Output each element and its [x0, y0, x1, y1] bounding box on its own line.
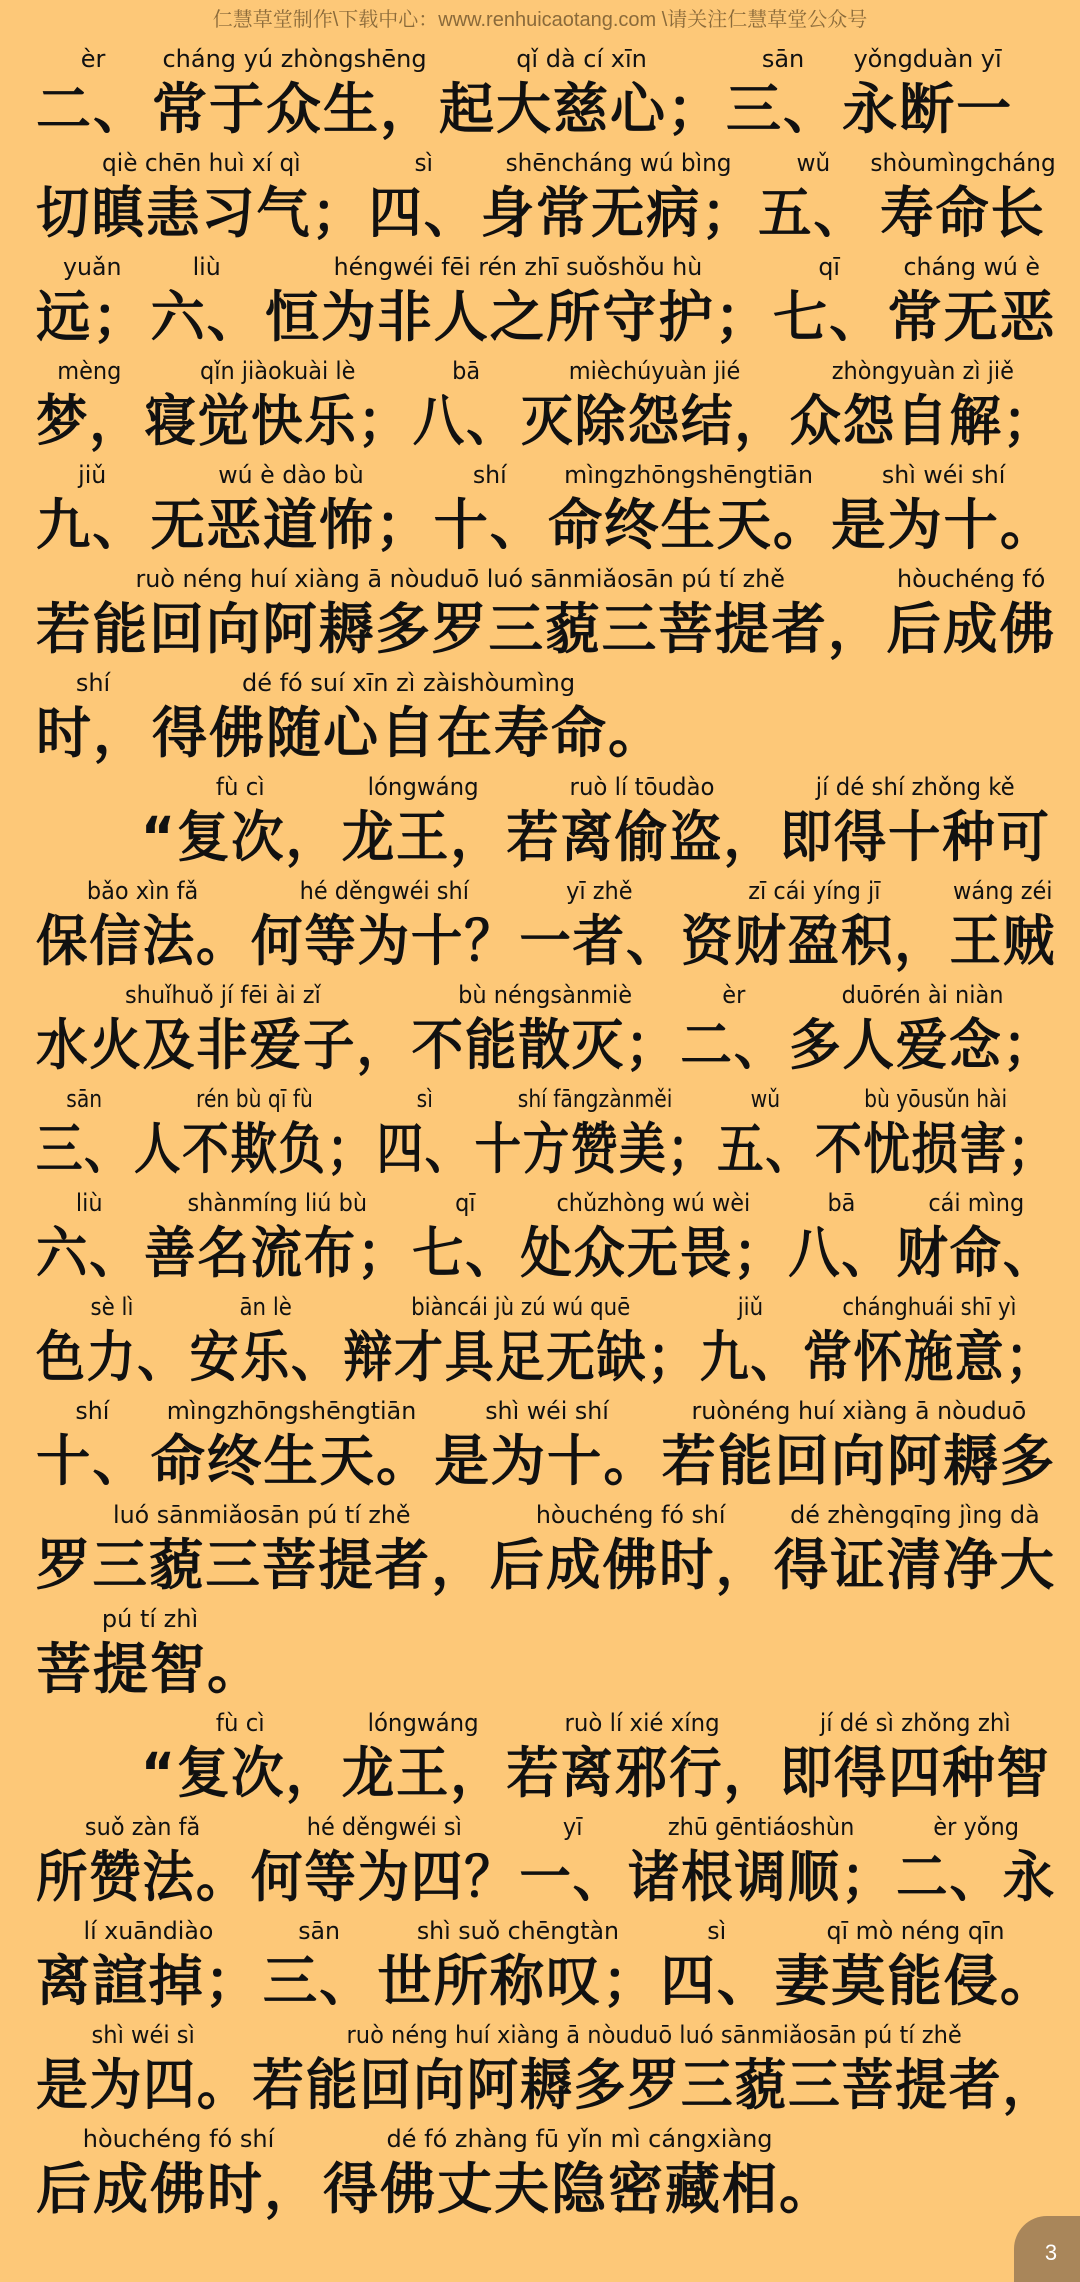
ruby-segment	[789, 980, 1056, 1080]
ruby-segment	[151, 1396, 433, 1496]
ruby-segment	[628, 1812, 894, 1912]
pinyin: sān	[298, 1917, 341, 1945]
hanzi: 所赞法。	[36, 1845, 250, 1909]
ruby-segment	[773, 252, 885, 352]
hanzi: 永断一	[842, 77, 1014, 141]
text-line	[36, 872, 1057, 976]
ruby-segment	[36, 1084, 132, 1184]
ruby-segment	[490, 1500, 772, 1600]
ruby-segment	[152, 44, 437, 144]
pinyin: ruò lí xié xíng	[564, 1709, 720, 1737]
hanzi: 不能散灭；	[411, 1013, 679, 1077]
pinyin: jiǔ	[737, 1293, 764, 1321]
pinyin: zhū gēntiáoshùn	[667, 1813, 855, 1841]
ruby-segment	[251, 1812, 517, 1912]
hanzi: “复次，	[140, 805, 340, 869]
ruby-segment	[842, 44, 1013, 144]
pinyin: dé zhèngqīng jìng dà	[790, 1501, 1040, 1529]
pinyin: lóngwáng	[367, 773, 479, 801]
ruby-segment	[780, 1708, 1051, 1808]
hanzi: 龙王，	[341, 805, 505, 869]
pinyin: sè lì	[90, 1293, 134, 1321]
pinyin: qī mò néng qīn	[826, 1917, 1005, 1945]
ruby-segment	[36, 668, 150, 768]
pinyin: chánghuái shī yì	[842, 1293, 1017, 1321]
hanzi: 若能回向阿耨多	[661, 1429, 1057, 1493]
hanzi: 妻莫能侵。	[774, 1949, 1057, 2013]
pinyin: shànmíng liú bù	[187, 1189, 368, 1217]
hanzi: 三、	[36, 1117, 133, 1181]
page-number-badge: 3	[1014, 2216, 1080, 2282]
hanzi: 即得四种智	[779, 1741, 1051, 1805]
hanzi: 后成佛时，	[36, 2157, 322, 2221]
hanzi: 若离偷盗，	[506, 805, 778, 869]
hanzi: 是为十。	[434, 1429, 660, 1493]
hanzi: 常无恶	[887, 285, 1057, 349]
pinyin: qī	[818, 253, 840, 281]
text-line	[36, 144, 1056, 248]
pinyin: shí	[75, 669, 111, 697]
text-line	[36, 1288, 1057, 1392]
hanzi: 保信法。	[36, 909, 250, 973]
pinyin: wú è dào bù	[218, 461, 364, 489]
text-line	[36, 768, 1051, 872]
pinyin: rén bù qī fù	[196, 1085, 313, 1113]
hanzi: 八、	[412, 389, 520, 453]
text-line	[36, 976, 1057, 1080]
pinyin: cháng wú è	[903, 253, 1041, 281]
hanzi: 命终生天。	[548, 493, 830, 557]
ruby-segment	[369, 148, 479, 248]
ruby-segment	[36, 252, 148, 352]
hanzi: 众怨自解；	[789, 389, 1057, 453]
hanzi: 诸根调顺；	[627, 1845, 895, 1909]
ruby-segment	[548, 460, 829, 560]
hanzi: 水火及非爱子，	[36, 1013, 410, 1077]
ruby-segment	[870, 148, 1055, 248]
pinyin: hòuchéng fó	[897, 565, 1046, 593]
pinyin: yī	[562, 1813, 583, 1841]
hanzi: 离諠掉；	[36, 1949, 261, 2013]
ruby-segment	[519, 876, 679, 976]
ruby-segment	[252, 2020, 1056, 2120]
hanzi: 九、	[699, 1325, 802, 1389]
pinyin: fù cì	[215, 1709, 265, 1737]
pinyin: shí fāngzànměi	[517, 1085, 673, 1113]
hanzi: 切瞋恚习气；	[36, 181, 367, 245]
ruby-segment	[265, 252, 771, 352]
ruby-segment	[190, 1292, 342, 1392]
pinyin: biàncái jù zú wú quē	[411, 1293, 631, 1321]
pinyin: hé děngwéi sì	[306, 1813, 462, 1841]
hanzi: 一者、	[519, 909, 680, 973]
hanzi: 四、	[368, 181, 479, 245]
pinyin: jí dé shí zhǒng kě	[815, 773, 1015, 801]
text-line	[36, 1808, 1057, 1912]
ruby-segment	[896, 1812, 1056, 1912]
hanzi: 即得十种可	[779, 805, 1051, 869]
pinyin: dé fó zhàng fū yǐn mì cángxiàng	[386, 2125, 773, 2153]
hanzi: 是为四。	[36, 2053, 251, 2117]
pinyin: bǎo xìn fǎ	[86, 877, 199, 905]
pinyin: héngwéi fēi rén zhī suǒshǒu hù	[333, 253, 703, 281]
ruby-segment	[377, 1916, 658, 2016]
ruby-segment	[36, 1292, 188, 1392]
pinyin: wǔ	[750, 1085, 781, 1113]
pinyin: cháng yú zhòngshēng	[162, 45, 427, 73]
pinyin: mèng	[57, 357, 122, 385]
ruby-segment	[36, 2020, 250, 2120]
hanzi: 身常无病；	[480, 181, 757, 245]
ruby-segment	[36, 356, 143, 456]
hanzi: 六、	[150, 285, 263, 349]
ruby-segment	[36, 460, 148, 560]
pinyin: shì suǒ chēngtàn	[416, 1917, 620, 1945]
ruby-segment	[36, 2124, 321, 2224]
hanzi: 不忧损害；	[815, 1117, 1057, 1181]
hanzi: 远；	[36, 285, 149, 349]
ruby-segment	[342, 772, 505, 872]
hanzi: “复次，	[140, 1741, 340, 1805]
ruby-segment	[36, 1396, 149, 1496]
hanzi: 安乐、	[189, 1325, 342, 1389]
ruby-segment	[475, 1084, 716, 1184]
text-line	[36, 248, 1057, 352]
ruby-segment	[152, 668, 665, 768]
ruby-segment	[886, 564, 1056, 664]
pinyin: yuǎn	[62, 253, 122, 281]
ruby-segment	[521, 356, 787, 456]
pinyin: sān	[66, 1085, 103, 1113]
hanzi: 灭除怨结，	[521, 389, 788, 453]
hanzi: 财命、	[896, 1221, 1057, 1285]
hanzi: 世所称叹；	[377, 1949, 659, 2013]
pinyin: qiè chēn huì xí qì	[102, 149, 301, 177]
pinyin: qǐ dà cí xīn	[516, 45, 647, 73]
ruby-segment	[700, 1292, 801, 1392]
hanzi: 是为十。	[831, 493, 1057, 557]
pinyin: shēncháng wú bìng	[505, 149, 732, 177]
pinyin: cái mìng	[928, 1189, 1025, 1217]
ruby-segment	[150, 460, 431, 560]
ruby-segment	[774, 1500, 1056, 1600]
pinyin: èr yǒng	[933, 1813, 1019, 1841]
hanzi: 四、	[660, 1949, 773, 2013]
ruby-segment	[506, 772, 777, 872]
pinyin: zī cái yíng jī	[748, 877, 881, 905]
ruby-segment	[144, 1188, 410, 1288]
ruby-segment	[662, 1396, 1056, 1496]
ruby-segment	[660, 1916, 772, 2016]
hanzi: 寿命长	[880, 181, 1046, 245]
pinyin: hé děngwéi shí	[299, 877, 469, 905]
pinyin: shì wéi sì	[91, 2021, 195, 2049]
hanzi: 一、	[519, 1845, 626, 1909]
hanzi: 处众无畏；	[520, 1221, 787, 1285]
text-line	[36, 560, 1057, 664]
text-line	[36, 456, 1057, 560]
hanzi: 十、	[36, 1429, 149, 1493]
pinyin: bù néngsànmiè	[458, 981, 633, 1009]
ruby-segment	[949, 876, 1056, 976]
pinyin: sì	[707, 1917, 727, 1945]
ruby-segment	[896, 1188, 1056, 1288]
hanzi: 七、	[772, 285, 886, 349]
pinyin: ruò lí tōudào	[569, 773, 715, 801]
pinyin: qī	[455, 1189, 476, 1217]
hanzi: 人不欺负；	[134, 1117, 375, 1181]
hanzi: 王贼	[949, 909, 1057, 973]
text-line	[36, 1392, 1057, 1496]
ruby-segment	[36, 1916, 261, 2016]
ruby-segment	[150, 252, 262, 352]
text-line	[36, 1704, 1051, 1808]
ruby-segment	[887, 252, 1056, 352]
pinyin: wáng zéi	[953, 877, 1053, 905]
ruby-segment	[434, 1396, 659, 1496]
pinyin: fù cì	[215, 773, 265, 801]
pinyin: hòuchéng fó shí	[535, 1501, 726, 1529]
pinyin: ruònéng huí xiàng ā nòuduō	[691, 1397, 1027, 1425]
pinyin: liù	[192, 253, 221, 281]
hanzi: 何等为十？	[251, 909, 518, 973]
pinyin: bù yōusǔn hài	[864, 1085, 1008, 1113]
hanzi: 罗三藐三菩提者，	[36, 1533, 488, 1597]
hanzi: 辩才具足无缺；	[343, 1325, 698, 1389]
ruby-segment	[815, 1084, 1056, 1184]
pinyin: sì	[414, 149, 433, 177]
hanzi: 恒为非人之所守护；	[264, 285, 771, 349]
hanzi: 十方赞美；	[474, 1117, 716, 1181]
ruby-segment	[790, 356, 1056, 456]
ruby-segment	[36, 44, 150, 144]
pinyin: èr	[80, 45, 106, 73]
pinyin: jí dé sì zhǒng zhì	[819, 1709, 1011, 1737]
ruby-segment	[412, 1188, 518, 1288]
pinyin: mièchúyuàn jié	[568, 357, 741, 385]
ruby-segment	[36, 148, 367, 248]
text-line	[36, 1184, 1057, 1288]
text-line	[36, 2016, 1057, 2120]
hanzi: 寝觉快乐；	[144, 389, 411, 453]
scripture-text	[36, 40, 1056, 2224]
hanzi: 时，	[36, 701, 151, 765]
hanzi: 龙王，	[341, 1741, 505, 1805]
pinyin: luó sānmiǎosān pú tí zhě	[113, 1501, 411, 1529]
hanzi: 得佛丈夫隐密藏相。	[323, 2157, 837, 2221]
ruby-segment	[36, 876, 249, 976]
ruby-segment	[780, 772, 1051, 872]
pinyin: ruò néng huí xiàng ā nòuduō luó sānmiǎosān pú tí zhě	[346, 2021, 962, 2049]
ruby-segment	[681, 876, 947, 976]
hanzi: 若离邪行，	[506, 1741, 778, 1805]
hanzi: 五、	[758, 181, 869, 245]
pinyin: ān lè	[239, 1293, 292, 1321]
ruby-segment	[434, 460, 546, 560]
ruby-segment	[413, 356, 520, 456]
pinyin: bā	[452, 357, 481, 385]
pinyin: jiǔ	[78, 461, 107, 489]
pinyin: zhòngyuàn zì jiě	[831, 357, 1014, 385]
ruby-segment	[263, 1916, 375, 2016]
hanzi: 善名流布；	[144, 1221, 411, 1285]
pinyin: bā	[827, 1189, 856, 1217]
ruby-segment	[377, 1084, 473, 1184]
ruby-segment	[831, 460, 1056, 560]
hanzi: 常于众生，	[152, 77, 438, 141]
ruby-segment	[36, 980, 410, 1080]
ruby-segment	[788, 1188, 894, 1288]
hanzi: 三、	[262, 1949, 376, 2013]
pinyin: mìngzhōngshēngtiān	[564, 461, 814, 489]
hanzi: 四、	[376, 1117, 473, 1181]
hanzi: 九、	[36, 493, 149, 557]
ruby-segment	[506, 1708, 777, 1808]
hanzi: 得证清净大	[773, 1533, 1057, 1597]
hanzi: 菩提智。	[36, 1637, 265, 1701]
pinyin: hòuchéng fó shí	[82, 2125, 275, 2153]
hanzi: 二、永	[896, 1845, 1057, 1909]
pinyin: duōrén ài niàn	[841, 981, 1004, 1009]
pinyin: dé fó suí xīn zì zàishòumìng	[241, 669, 576, 697]
hanzi: 二、	[36, 77, 151, 141]
ruby-segment	[36, 1500, 488, 1600]
hanzi: 七、	[412, 1221, 519, 1285]
ruby-segment	[412, 980, 679, 1080]
pinyin: shí	[75, 1397, 110, 1425]
hanzi: 五、	[717, 1117, 814, 1181]
hanzi: 二、	[680, 1013, 788, 1077]
text-line	[36, 352, 1057, 456]
pinyin: shuǐhuǒ jí fēi ài zǐ	[124, 981, 321, 1009]
pinyin: yī zhě	[566, 877, 633, 905]
ruby-segment	[144, 356, 410, 456]
hanzi: 多人爱念；	[789, 1013, 1057, 1077]
pinyin: shòumìngcháng	[870, 149, 1056, 177]
hanzi: 何等为四？	[251, 1845, 518, 1909]
hanzi: 八、	[788, 1221, 895, 1285]
hanzi: 十、	[433, 493, 547, 557]
watermark-header: 仁慧草堂制作\下载中心：www.renhuicaotang.com \请关注仁慧草堂公众号	[212, 9, 868, 31]
ruby-segment	[141, 772, 340, 872]
pinyin: shì wéi shí	[881, 461, 1006, 489]
hanzi: 后成佛	[886, 597, 1057, 661]
ruby-segment	[342, 1708, 505, 1808]
ruby-segment	[134, 1084, 375, 1184]
ruby-segment	[323, 2124, 836, 2224]
ruby-segment	[520, 1188, 786, 1288]
text-line	[36, 1496, 1057, 1600]
ruby-segment	[251, 876, 517, 976]
ruby-segment	[36, 1188, 142, 1288]
hanzi: 若能回向阿耨多罗三藐三菩提者，	[252, 2053, 1057, 2117]
pinyin: ruò néng huí xiàng ā nòuduō luó sānmiǎosān pú tí zhě	[135, 565, 785, 593]
ruby-segment	[481, 148, 757, 248]
hanzi: 后成佛时，	[489, 1533, 772, 1597]
hanzi: 三、	[726, 77, 841, 141]
text-line	[36, 40, 1056, 144]
pinyin: sān	[761, 45, 805, 73]
hanzi: 起大慈心；	[439, 77, 725, 141]
pinyin: chǔzhòng wú wèi	[556, 1189, 751, 1217]
pinyin: shí	[472, 461, 507, 489]
pinyin: pú tí zhì	[101, 1605, 199, 1633]
ruby-segment	[758, 148, 868, 248]
pinyin: èr	[722, 981, 746, 1009]
ruby-segment	[141, 1708, 340, 1808]
pinyin: liù	[75, 1189, 103, 1217]
hanzi: 命终生天。	[150, 1429, 433, 1493]
pinyin: wǔ	[796, 149, 831, 177]
text-line	[36, 664, 1056, 768]
hanzi: 若能回向阿耨多罗三藐三菩提者，	[36, 597, 885, 661]
text-line	[36, 1600, 1056, 1704]
ruby-segment	[775, 1916, 1056, 2016]
ruby-segment	[36, 1812, 249, 1912]
ruby-segment	[36, 1604, 264, 1704]
text-line	[36, 1912, 1057, 2016]
pinyin: lóngwáng	[367, 1709, 479, 1737]
ruby-segment	[803, 1292, 1056, 1392]
ruby-segment	[343, 1292, 698, 1392]
ruby-segment	[680, 980, 787, 1080]
pinyin: shì wéi shí	[485, 1397, 609, 1425]
hanzi: 常怀施意；	[802, 1325, 1057, 1389]
ruby-segment	[717, 1084, 813, 1184]
hanzi: 色力、	[36, 1325, 188, 1389]
pinyin: sì	[416, 1085, 433, 1113]
pinyin: mìngzhōngshēngtiān	[166, 1397, 417, 1425]
hanzi: 梦，	[36, 389, 143, 453]
text-line	[36, 2120, 1056, 2224]
text-line	[36, 1080, 1057, 1184]
pinyin: yǒngduàn yī	[853, 45, 1002, 73]
hanzi: 无恶道怖；	[150, 493, 432, 557]
hanzi: 资财盈积，	[681, 909, 948, 973]
pinyin: lí xuāndiào	[83, 1917, 214, 1945]
ruby-segment	[439, 44, 724, 144]
pinyin: qǐn jiàokuài lè	[199, 357, 356, 385]
pinyin: suǒ zàn fǎ	[84, 1813, 201, 1841]
ruby-segment	[519, 1812, 626, 1912]
hanzi: 六、	[36, 1221, 143, 1285]
hanzi: 得佛随心自在寿命。	[152, 701, 666, 765]
ruby-segment	[726, 44, 840, 144]
ruby-segment	[36, 564, 884, 664]
